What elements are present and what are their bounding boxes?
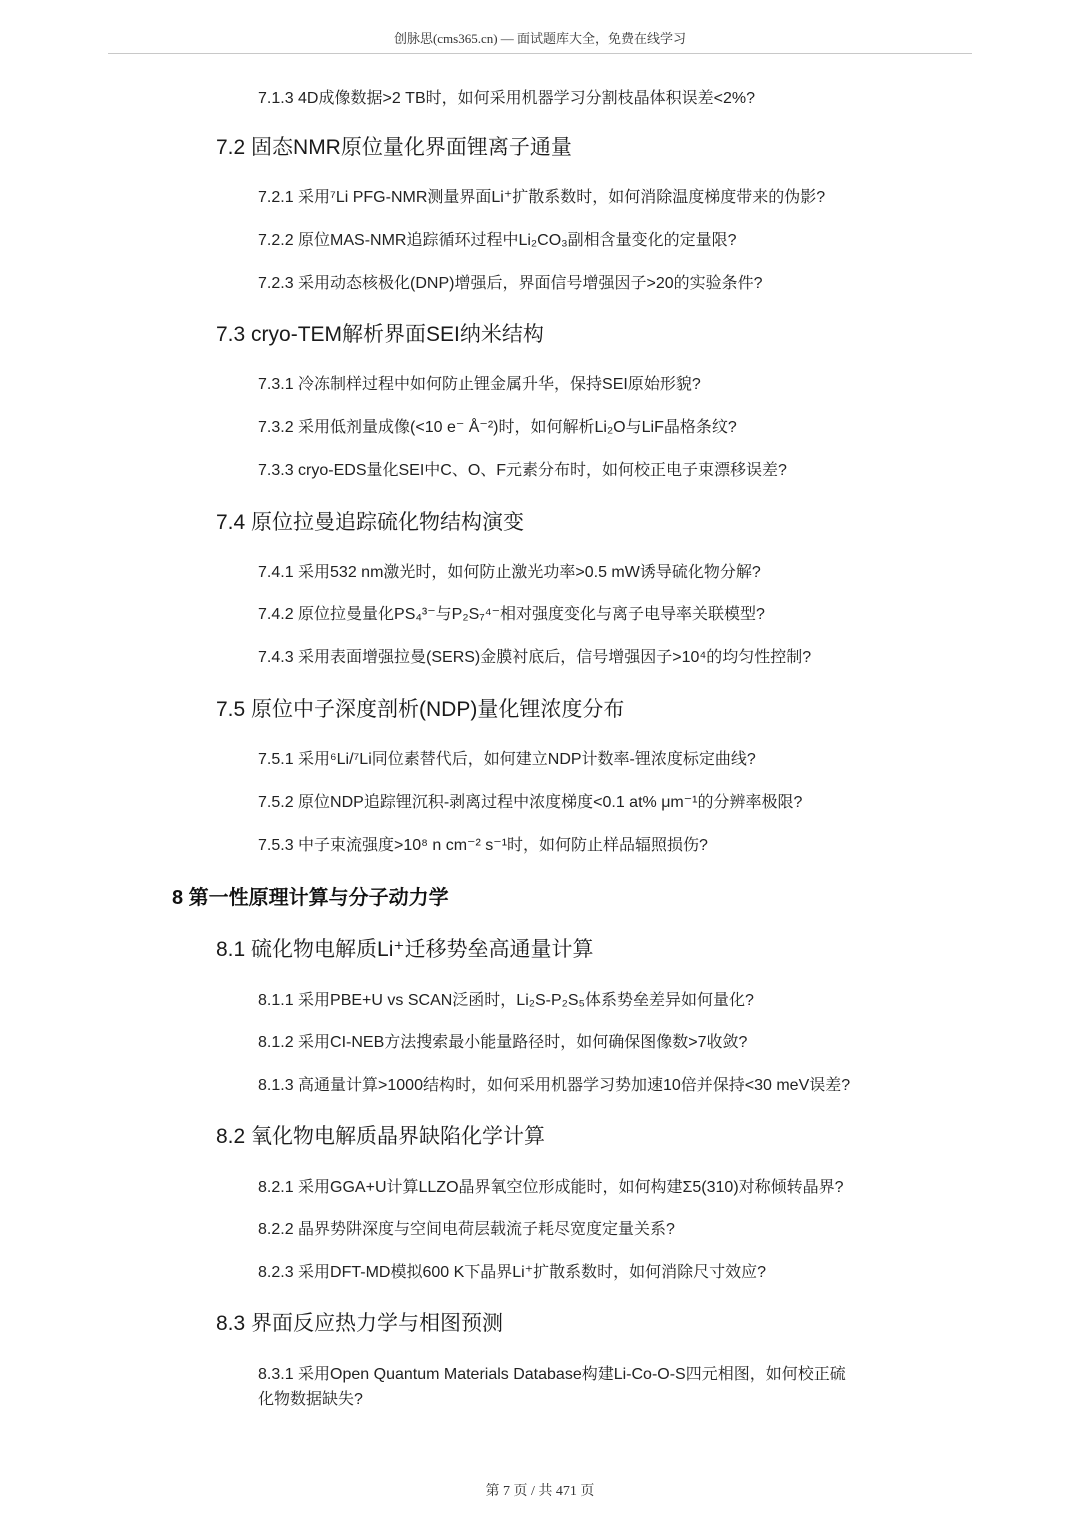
question-item: 8.3.1 采用Open Quantum Materials Database构建Li-Co-O-S四元相图，如何校正硫 — [258, 1366, 846, 1383]
question-item: 7.3.1 冷冻制样过程中如何防止锂金属升华，保持SEI原始形貌? — [258, 376, 701, 393]
question-item: 7.2.2 原位MAS-NMR追踪循环过程中Li₂CO₃副相含量变化的定量限? — [258, 232, 737, 249]
question-item: 7.4.2 原位拉曼量化PS₄³⁻与P₂S₇⁴⁻相对强度变化与离子电导率关联模型? — [258, 606, 765, 623]
question-item: 8.1.1 采用PBE+U vs SCAN泛函时，Li₂S-P₂S₅体系势垒差异如何量化? — [258, 992, 754, 1009]
question-item: 7.1.3 4D成像数据>2 TB时，如何采用机器学习分割枝晶体积误差<2%? — [258, 90, 755, 107]
question-item: 7.2.3 采用动态核极化(DNP)增强后，界面信号增强因子>20的实验条件? — [258, 275, 763, 292]
question-item: 7.5.1 采用⁶Li/⁷Li同位素替代后，如何建立NDP计数率-锂浓度标定曲线? — [258, 751, 756, 768]
question-item: 7.4.3 采用表面增强拉曼(SERS)金膜衬底后，信号增强因子>10⁴的均匀性控制? — [258, 649, 812, 666]
question-item: 7.4.1 采用532 nm激光时，如何防止激光功率>0.5 mW诱导硫化物分解? — [258, 564, 761, 581]
header-divider — [108, 53, 972, 54]
section-heading: 8.1 硫化物电解质Li⁺迁移势垒高通量计算 — [216, 938, 594, 961]
section-heading: 8.3 界面反应热力学与相图预测 — [216, 1312, 504, 1335]
question-item-continuation: 化物数据缺失? — [258, 1391, 363, 1408]
page-header — [0, 0, 1080, 54]
question-item: 7.2.1 采用⁷Li PFG-NMR测量界面Li⁺扩散系数时，如何消除温度梯度带来的伪影? — [258, 189, 826, 206]
page-number: 第 7 页 / 共 471 页 — [485, 1484, 595, 1499]
question-item: 8.2.1 采用GGA+U计算LLZO晶界氧空位形成能时，如何构建Σ5(310)对称倾转晶界? — [258, 1179, 844, 1196]
chapter-heading: 8 第一性原理计算与分子动力学 — [172, 887, 449, 909]
question-item: 7.5.2 原位NDP追踪锂沉积-剥离过程中浓度梯度<0.1 at% μm⁻¹的分辨率极限? — [258, 794, 803, 811]
question-item: 8.1.3 高通量计算>1000结构时，如何采用机器学习势加速10倍并保持<30 meV误差? — [258, 1077, 851, 1094]
section-heading: 8.2 氧化物电解质晶界缺陷化学计算 — [216, 1125, 546, 1148]
section-heading: 7.2 固态NMR原位量化界面锂离子通量 — [216, 136, 572, 159]
section-heading: 7.4 原位拉曼追踪硫化物结构演变 — [216, 511, 525, 534]
section-heading: 7.3 cryo-TEM解析界面SEI纳米结构 — [216, 323, 544, 346]
question-item: 7.3.2 采用低剂量成像(<10 e⁻ Å⁻²)时，如何解析Li₂O与LiF晶格条纹? — [258, 419, 737, 436]
question-item: 8.1.2 采用CI-NEB方法搜索最小能量路径时，如何确保图像数>7收敛? — [258, 1034, 748, 1051]
question-item: 8.2.2 晶界势阱深度与空间电荷层载流子耗尽宽度定量关系? — [258, 1221, 675, 1238]
question-item: 7.3.3 cryo-EDS量化SEI中C、O、F元素分布时，如何校正电子束漂移误差? — [258, 462, 787, 479]
section-heading: 7.5 原位中子深度剖析(NDP)量化锂浓度分布 — [216, 698, 625, 721]
header-text: 创脉思(cms365.cn) — 面试题库大全，免费在线学习 — [393, 31, 687, 46]
question-item: 7.5.3 中子束流强度>10⁸ n cm⁻² s⁻¹时，如何防止样品辐照损伤? — [258, 837, 708, 854]
question-item: 8.2.3 采用DFT-MD模拟600 K下晶界Li⁺扩散系数时，如何消除尺寸效应? — [258, 1264, 767, 1281]
